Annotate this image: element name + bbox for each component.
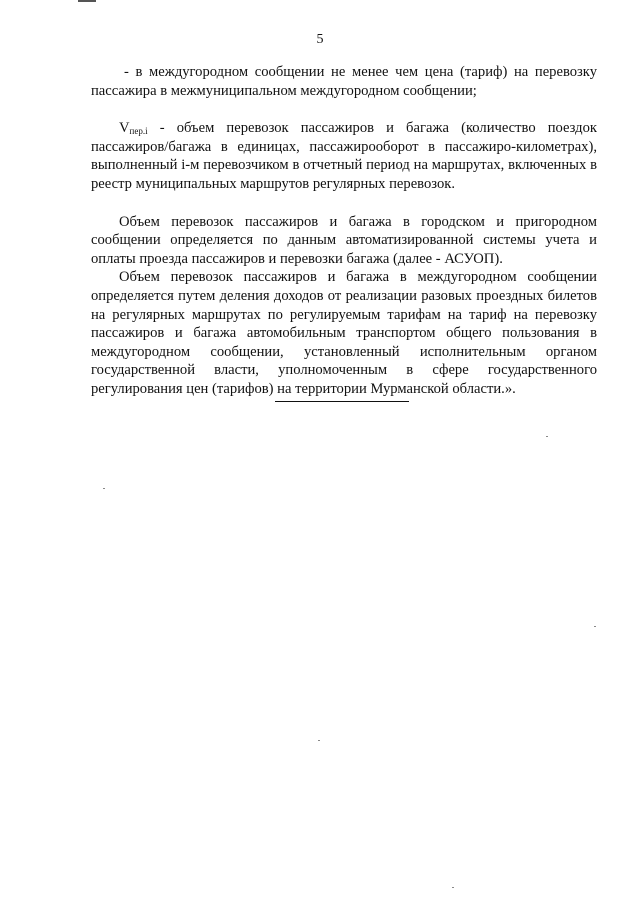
vper-definition-text: - объем перевозок пассажиров и багажа (количество поездок пассажиров/багажа в единицах, пассажирооборот в пассажиро-километрах), выполненный i-м перевозчиком в отчетный период на маршрутах, включенных в реестр муниципальных маршрутов регулярных перевозок. <box>91 120 597 192</box>
scan-speck <box>452 887 454 888</box>
paragraph-city-suburban-volume: Объем перевозок пассажиров и багажа в городском и пригородном сообщении определяется по данным автоматизированной системы учета и оплаты проезда пассажиров и перевозки багажа (далее - АСУОП). <box>91 213 597 267</box>
paragraph-intercity-price: - в междугородном сообщении не менее чем цена (тариф) на перевозку пассажира в межмуниципальном междугородном сообщении; <box>91 64 597 99</box>
page-number: 5 <box>316 32 324 47</box>
vper-symbol: V <box>119 120 130 137</box>
end-of-text-rule <box>275 401 409 402</box>
paragraph-vper-definition <box>91 119 597 193</box>
scan-speck <box>546 436 548 437</box>
paragraph-intercity-volume: Объем перевозок пассажиров и багажа в междугородном сообщении определяется путем деления доходов от реализации разовых проездных билетов на регулярных маршрутах по регулируемым тарифам на тариф на перевозку пассажиров и багажа автомобильным транспортом общего пользования в междугородном сообщении, установленный исполнительным органом государственной власти, уполномоченным в сфере государственного регулирования цен (тарифов) на территории Мурманской области.». <box>91 269 597 397</box>
scan-speck <box>318 740 320 741</box>
document-body <box>91 63 597 399</box>
scan-edge-mark <box>78 0 96 2</box>
scan-speck <box>103 488 105 489</box>
vper-subscript: пер.i <box>129 126 148 137</box>
scan-speck <box>594 626 596 627</box>
